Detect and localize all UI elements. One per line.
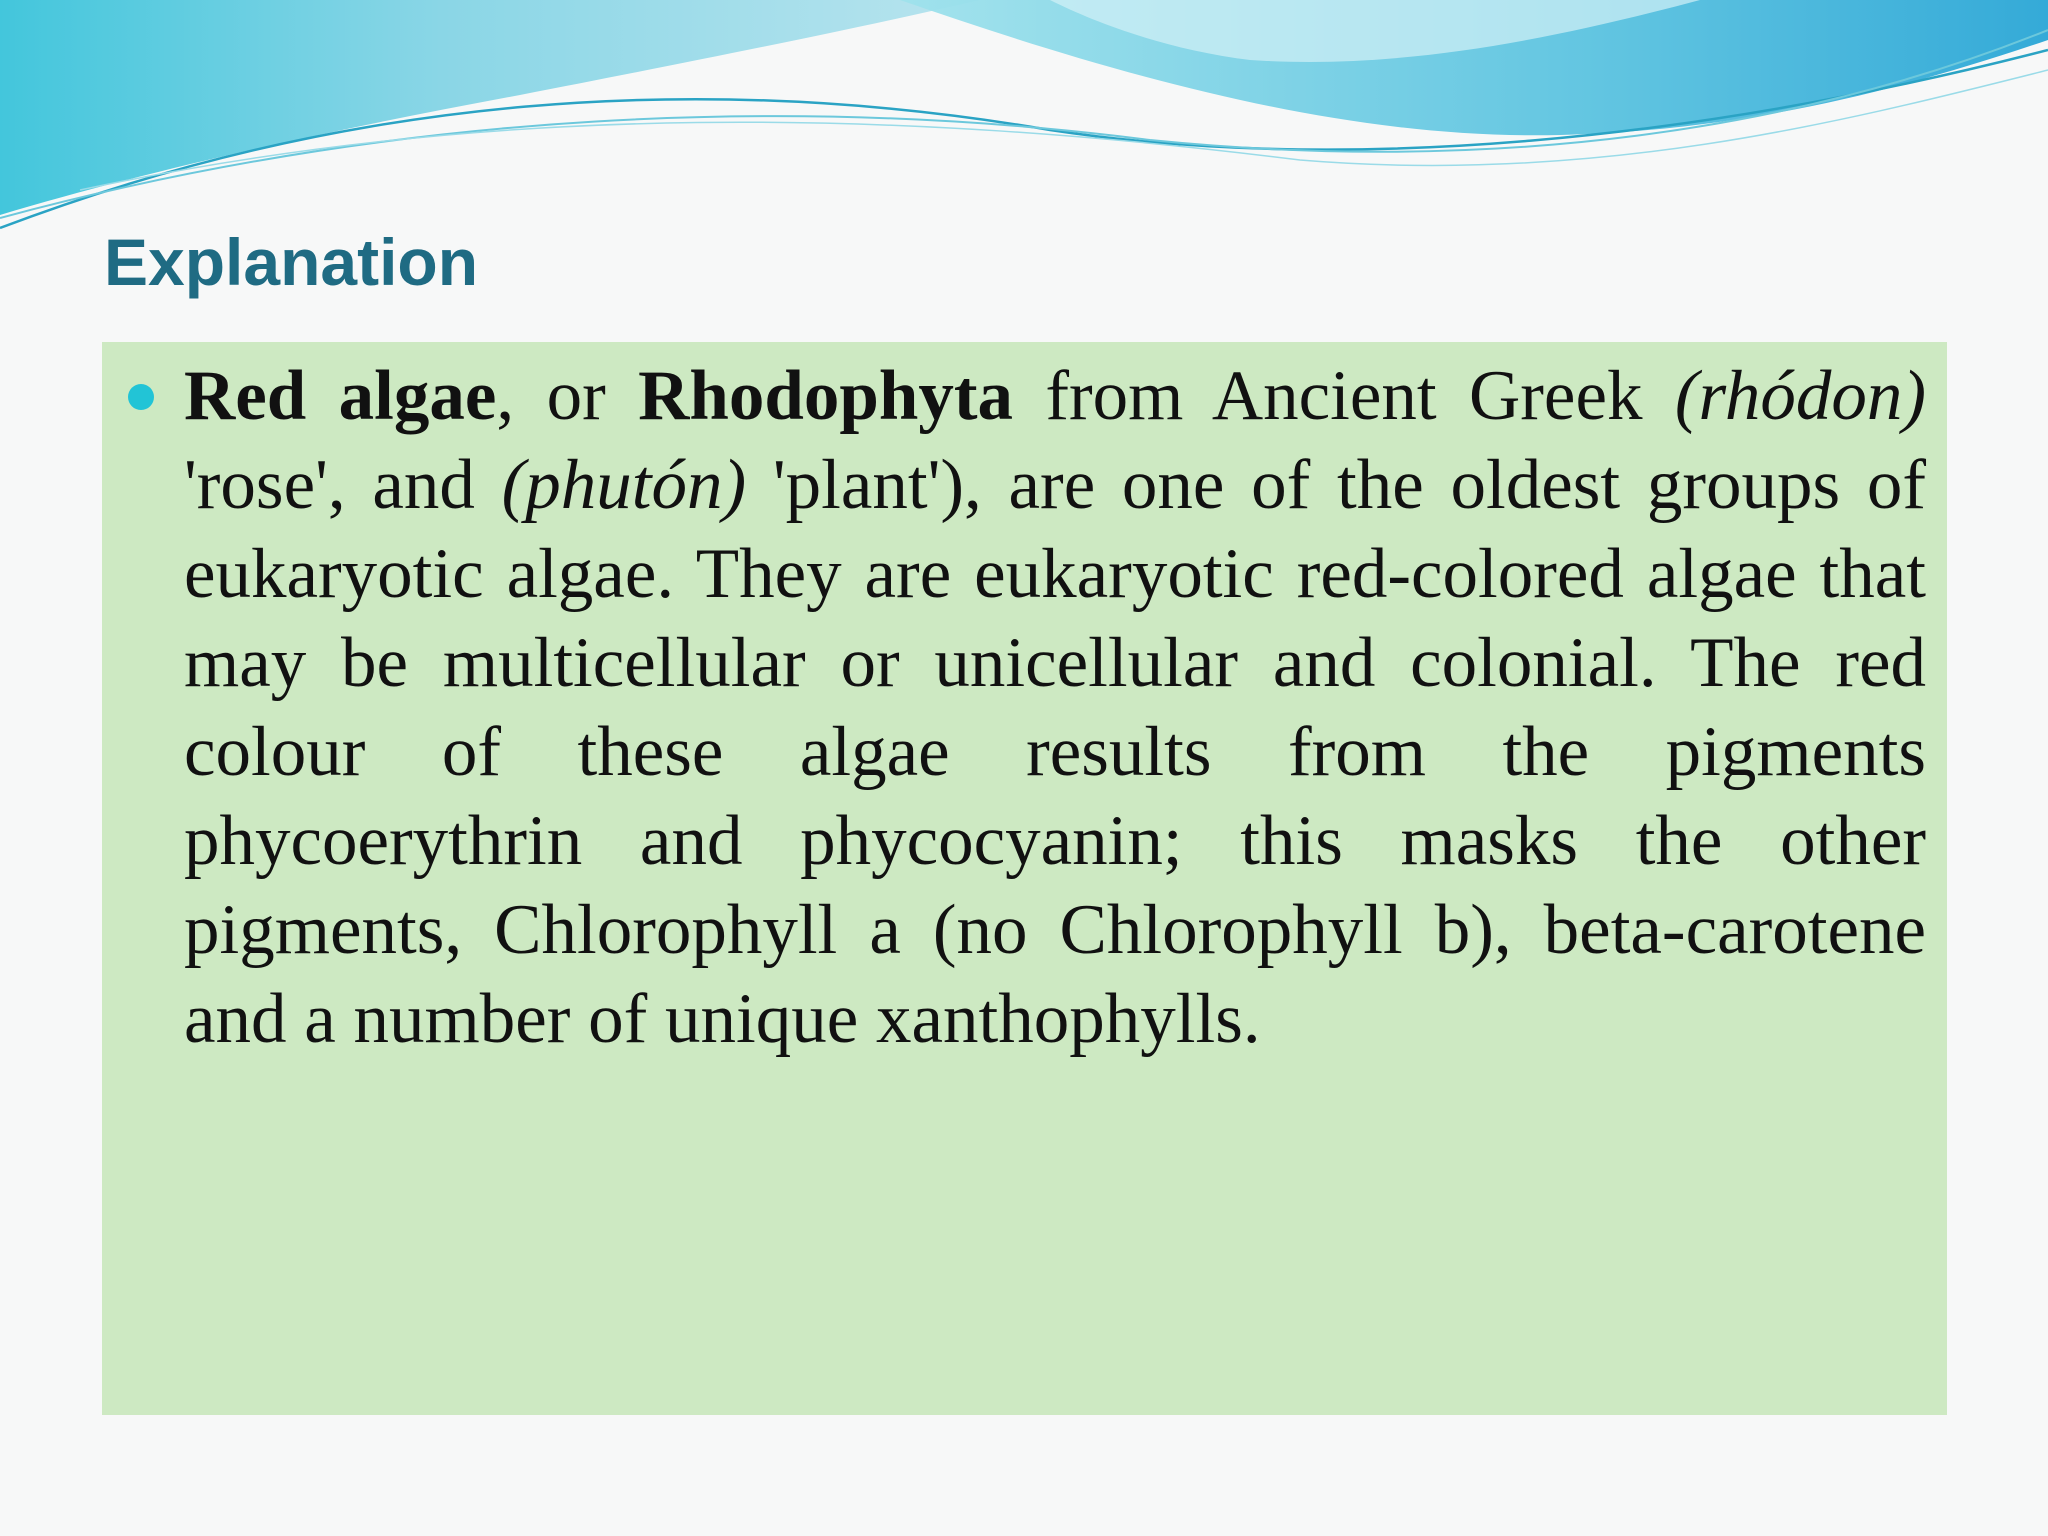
bullet-dot-icon (128, 384, 154, 410)
greek-term-rhodon: (rhódon) (1674, 357, 1926, 435)
body-paragraph (184, 352, 1926, 1064)
header-wave-decoration (0, 0, 2048, 240)
greek-term-phuton: (phutón) (501, 446, 747, 524)
paragraph-text: 'rose', and (184, 446, 502, 524)
paragraph-text: from Ancient Greek (1012, 357, 1675, 435)
term-red-algae: Red algae (184, 357, 497, 435)
term-rhodophyta: Rhodophyta (638, 357, 1013, 435)
content-box (102, 342, 1947, 1415)
paragraph-text: 'plant'), are one of the oldest groups of eukaryotic algae. They are eukaryotic red-colored algae that may be multicellular or unicellular and colonial. The red colour of these algae results from the pigments phycoerythrin and phycocyanin; this masks the other pigments, Chlorophyll a (no Chlorophyll b), beta-carotene and a number of unique xanthophylls. (184, 446, 1926, 1058)
paragraph-text: , or (496, 357, 639, 435)
slide-title: Explanation (104, 225, 479, 299)
